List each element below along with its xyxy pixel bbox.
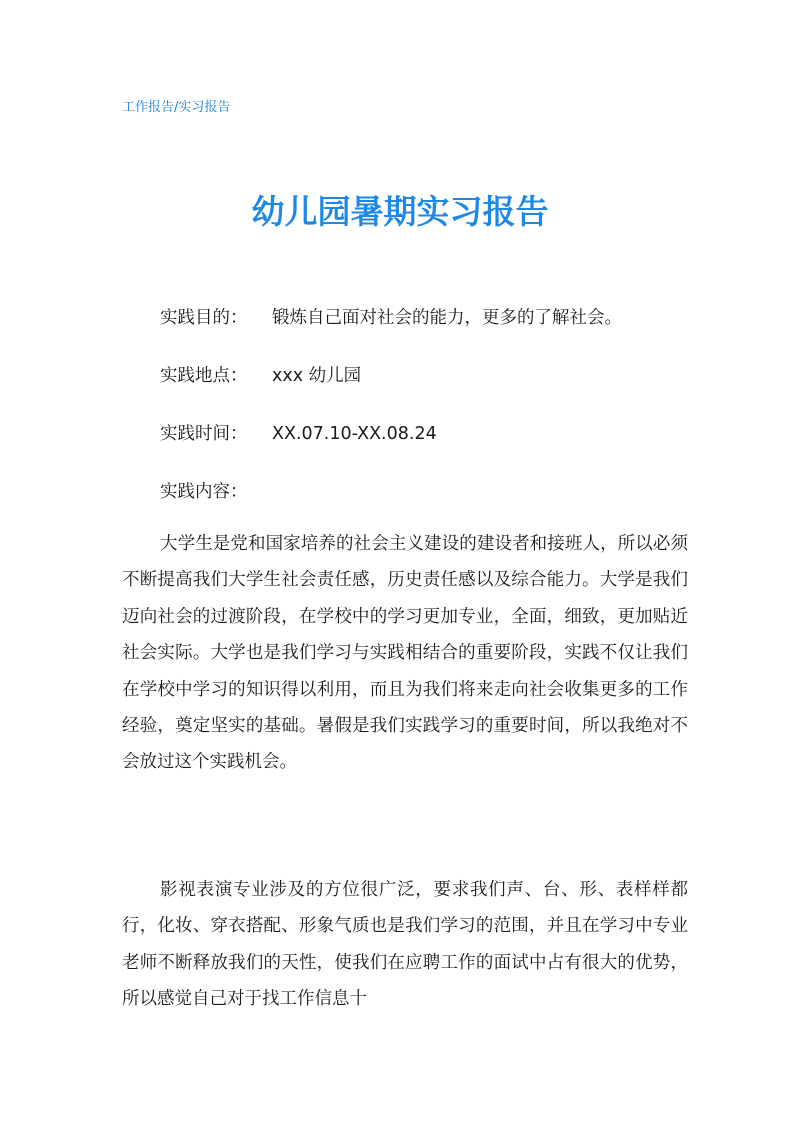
- field-location-value: xxx 幼儿园: [272, 366, 362, 386]
- field-location: [160, 363, 361, 389]
- body-paragraph-1: 大学生是党和国家培养的社会主义建设的建设者和接班人，所以必须不断提高我们大学生社会责任感，历史责任感以及综合能力。大学是我们迈向社会的过渡阶段，在学校中的学习更加专业，全面，细致，更加贴近社会实际。大学也是我们学习与实践相结合的重要阶段，实践不仅让我们在学校中学习的知识得以利用，而且为我们将来走向社会收集更多的工作经验，奠定坚实的基础。暑假是我们实践学习的重要时间，所以我绝对不会放过这个实践机会。: [122, 534, 688, 773]
- field-purpose-label: 实践目的：: [160, 308, 248, 328]
- field-content-label: 实践内容：: [160, 482, 248, 502]
- field-time: [160, 421, 437, 447]
- field-location-label: 实践地点：: [160, 366, 248, 386]
- body-paragraph-2: 影视表演专业涉及的方位很广泛，要求我们声、台、形、表样样都行，化妆、穿衣搭配、形象气质也是我们学习的范围，并且在学习中专业老师不断释放我们的天性，使我们在应聘工作的面试中占有很大的优势，所以感觉自己对于找工作信息十: [122, 880, 688, 1010]
- field-time-value: XX.07.10-XX.08.24: [272, 424, 437, 444]
- document-title: 幼儿园暑期实习报告: [251, 192, 549, 231]
- field-purpose: [160, 305, 622, 331]
- field-time-label: 实践时间：: [160, 424, 248, 444]
- field-content: [160, 479, 272, 505]
- field-purpose-value: 锻炼自己面对社会的能力，更多的了解社会。: [272, 308, 622, 328]
- breadcrumb[interactable]: 工作报告/实习报告: [122, 100, 231, 115]
